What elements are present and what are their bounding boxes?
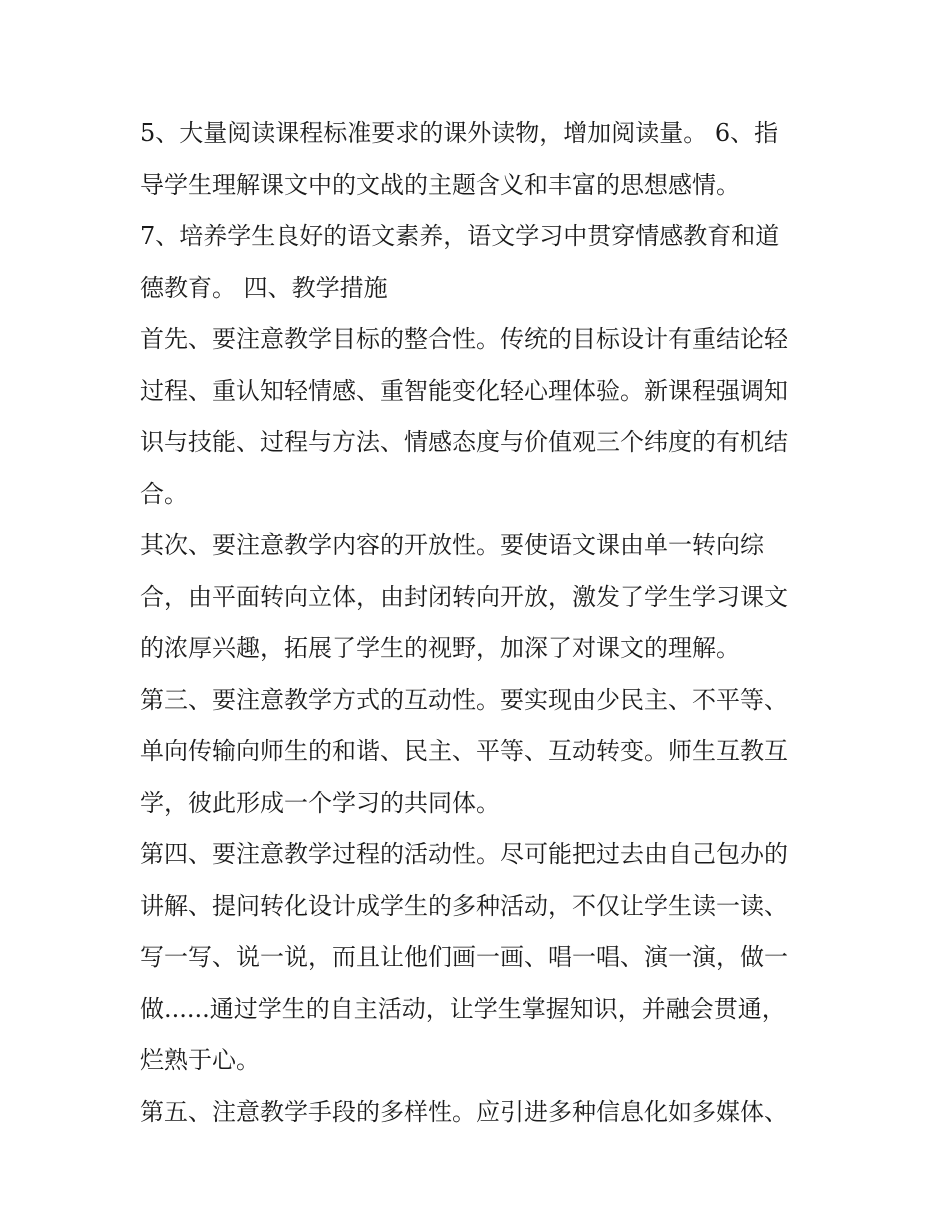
document-body — [140, 108, 820, 1138]
text-line: 德教育。 四、教学措施 — [140, 273, 388, 302]
text-line: 过程、重认知轻情感、重智能变化轻心理体验。新课程强调知 — [140, 376, 788, 405]
text-line: 烂熟于心。 — [140, 1046, 260, 1074]
text-line: 讲解、提问转化设计成学生的多种活动，不仅让学生读一读、 — [140, 891, 788, 920]
text-line: 7、培养学生良好的语文素养，语文学习中贯穿情感教育和道 — [140, 222, 780, 250]
text-line: 的浓厚兴趣，拓展了学生的视野，加深了对课文的理解。 — [140, 634, 740, 662]
text-line: 5、大量阅读课程标准要求的课外读物，增加阅读量。 6、指 — [140, 119, 779, 147]
text-line: 合。 — [140, 479, 188, 508]
text-line: 单向传输向师生的和谐、民主、平等、互动转变。师生互教互 — [140, 737, 788, 765]
text-line: 做......通过学生的自主活动，让学生掌握知识，并融会贯通， — [140, 994, 786, 1023]
text-line: 识与技能、过程与方法、情感态度与价值观三个纬度的有机结 — [140, 428, 788, 456]
text-line: 合，由平面转向立体，由封闭转向开放，激发了学生学习课文 — [140, 582, 788, 611]
text-line: 第三、要注意教学方式的互动性。要实现由少民主、不平等、 — [140, 685, 788, 714]
text-line: 其次、要注意教学内容的开放性。要使语文课由单一转向综 — [140, 531, 764, 559]
text-line: 第五、注意教学手段的多样性。应引进多种信息化如多媒体、 — [140, 1097, 788, 1126]
text-line: 导学生理解课文中的文战的主题含义和丰富的思想感情。 — [140, 170, 740, 199]
text-line: 第四、要注意教学过程的活动性。尽可能把过去由自己包办的 — [140, 840, 788, 868]
text-line: 学，彼此形成一个学习的共同体。 — [140, 788, 500, 817]
text-line: 首先、要注意教学目标的整合性。传统的目标设计有重结论轻 — [140, 325, 788, 353]
text-line: 写一写、说一说，而且让他们画一画、唱一唱、演一演，做一 — [140, 943, 788, 971]
